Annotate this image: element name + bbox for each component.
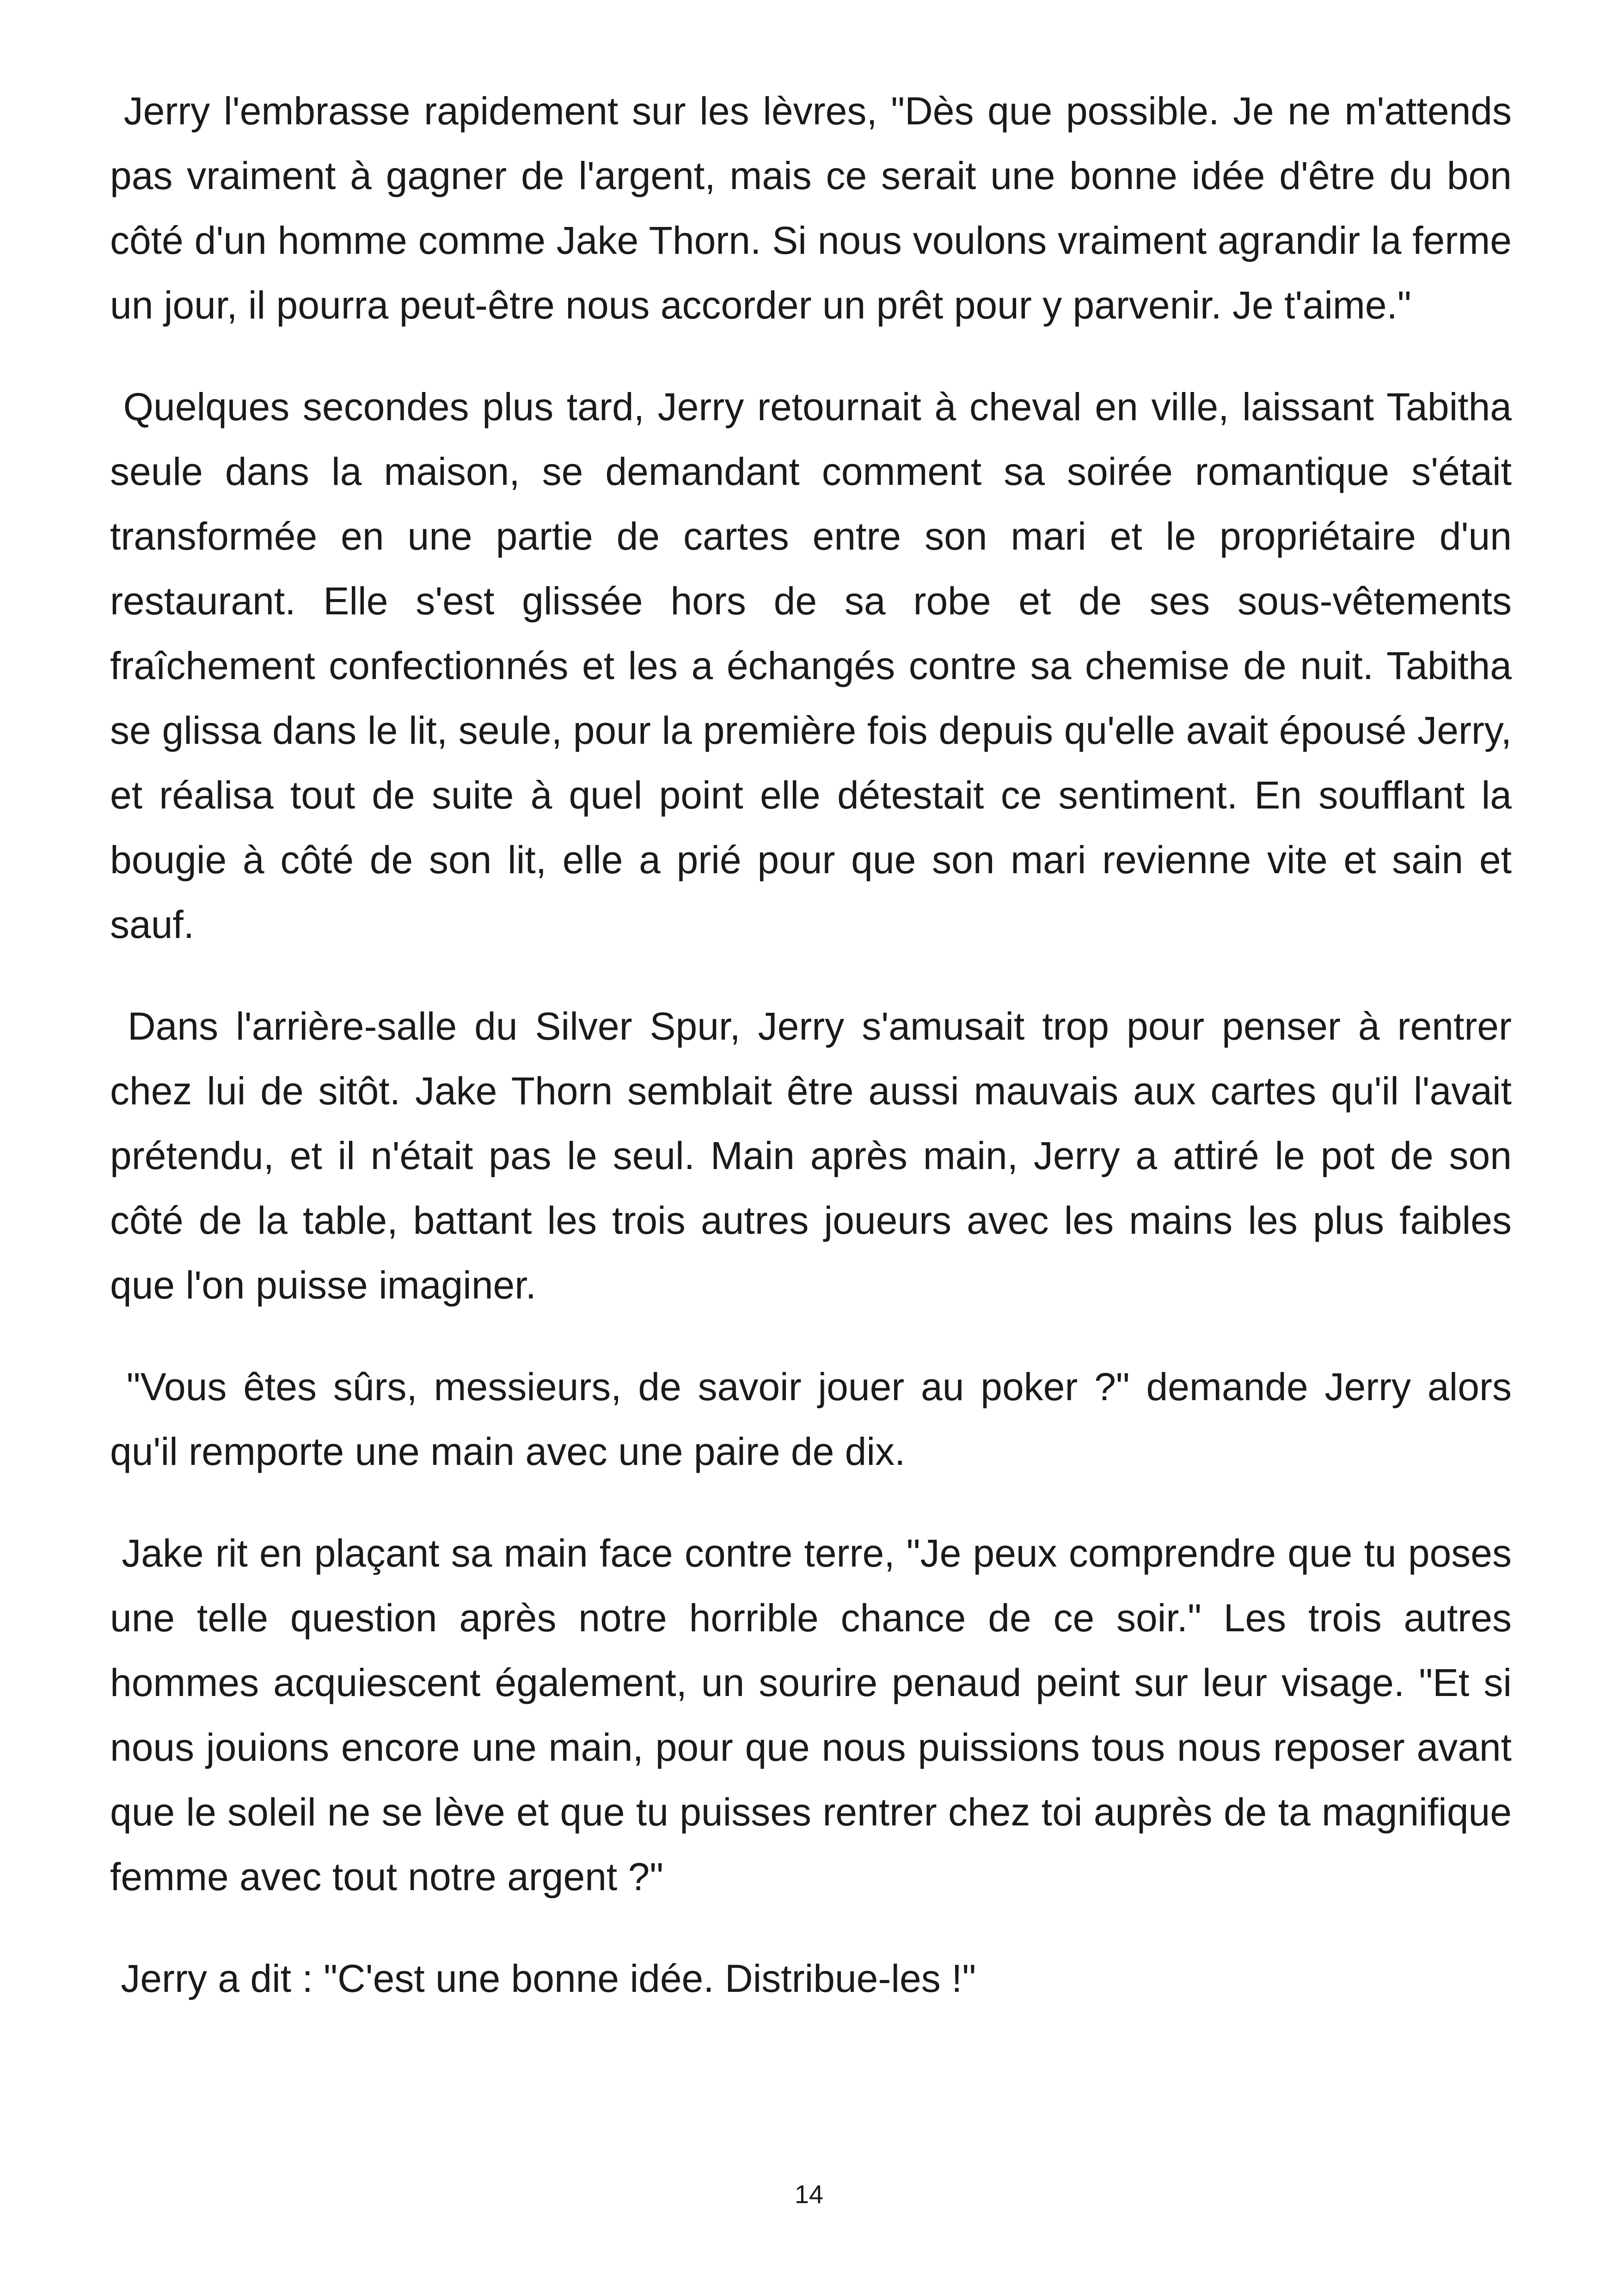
paragraph-1: Jerry l'embrasse rapidement sur les lèvres, "Dès que possible. Je ne m'attends pas vraiment à gagner de l'argent, mais ce serait une bonne idée d'être du bon côté d'un homme comme Jake Thorn. Si nous voulons vraiment agrandir la ferme un jour, il pourra peut-être nous accorder un prêt pour y parvenir. Je t'aime." [110, 89, 1523, 327]
paragraph-4: "Vous êtes sûrs, messieurs, de savoir jouer au poker ?" demande Jerry alors qu'il remporte une main avec une paire de dix. [110, 1365, 1523, 1473]
paragraph-6: Jerry a dit : "C'est une bonne idée. Distribue-les !" [110, 1957, 976, 2000]
body-text [110, 79, 1523, 2048]
paragraph-5: Jake rit en plaçant sa main face contre terre, "Je peux comprendre que tu poses une telle question après notre horrible chance de ce soir." Les trois autres hommes acquiescent également, un sourire penaud peint sur leur visage. "Et si nous jouions encore une main, pour que nous puissions tous nous reposer avant que le soleil ne se lève et que tu puisses rentrer chez toi auprès de ta magnifique femme avec tout notre argent ?" [110, 1531, 1523, 1898]
page-number: 14 [794, 2180, 824, 2209]
paragraph-3: Dans l'arrière-salle du Silver Spur, Jerry s'amusait trop pour penser à rentrer chez lui de sitôt. Jake Thorn semblait être aussi mauvais aux cartes qu'il l'avait prétendu, et il n'était pas le seul. Main après main, Jerry a attiré le pot de son côté de la table, battant les trois autres joueurs avec les mains les plus faibles que l'on puisse imaginer. [110, 1004, 1523, 1307]
paragraph-2: Quelques secondes plus tard, Jerry retournait à cheval en ville, laissant Tabitha seule dans la maison, se demandant comment sa soirée romantique s'était transformée en une partie de cartes entre son mari et le propriétaire d'un restaurant. Elle s'est glissée hors de sa robe et de ses sous-vêtements fraîchement confectionnés et les a échangés contre sa chemise de nuit. Tabitha se glissa dans le lit, seule, pour la première fois depuis qu'elle avait épousé Jerry, et réalisa tout de suite à quel point elle détestait ce sentiment. En soufflant la bougie à côté de son lit, elle a prié pour que son mari revienne vite et sain et sauf. [110, 385, 1523, 946]
